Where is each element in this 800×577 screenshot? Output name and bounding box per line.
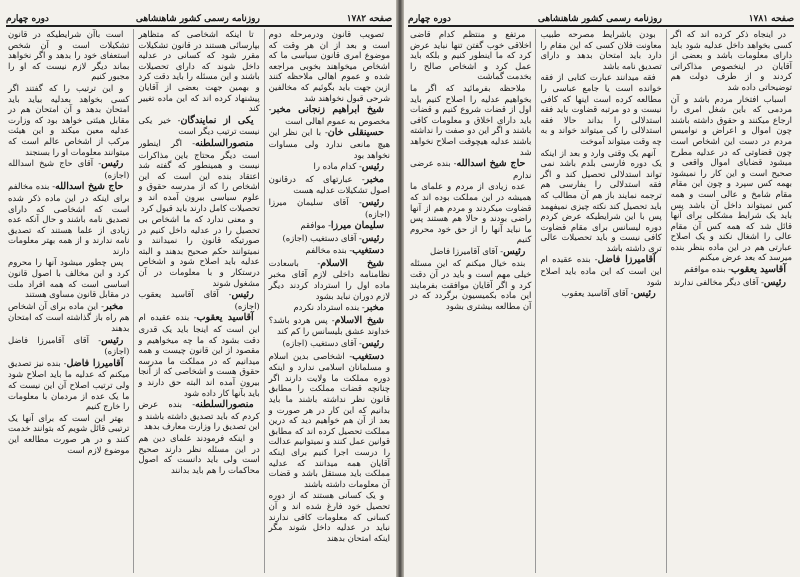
paragraph [671, 94, 792, 264]
paragraph-text: - خیر یکی نیست ترتیب دیگر است [138, 114, 260, 137]
paragraph-text: - آقای دیگر مخالفی ندارند [673, 276, 764, 287]
paragraph-text: - آقای آقاسید یعقوب (اجازه) [138, 289, 260, 311]
page-number: صفحه ۱۷۸۱ [748, 14, 794, 24]
paragraph [138, 312, 259, 398]
paragraph [8, 158, 129, 180]
paragraph-text: بنده خیال میکنم که این مسئله خیلی مهم است و باید در آن دقت کرد و اگر آقایان موافقت بفرمایند این ماده بکمیسیون برگردد که در آن مطالعه بیشتری بشود [410, 258, 532, 311]
paragraph [269, 197, 390, 219]
paragraph [269, 490, 390, 543]
paragraph-text: است باآن شرایطیکه در قانون تشکیلات است و آن شخص استعفای خود را بدهد و اگر نخواهد بماند دیگر لازم نیست که او را مجبور کنیم [8, 29, 130, 82]
speaker-name: آقاسید یعقوب [730, 264, 786, 276]
paragraph [269, 351, 390, 490]
speaker-name: رئیس [361, 232, 384, 244]
paragraph [8, 181, 129, 256]
paragraph-text: - کدام ماده را [313, 161, 362, 172]
paragraph [8, 257, 129, 299]
paragraph [540, 29, 661, 71]
speaker-name: آقامیرزا فاضل [597, 254, 656, 266]
paragraph-text: بودن باشرایط مصرحه طبیب معاونت فلان کسی که این مقام را دارد باید امتحان بدهد و دارای تصدیق نامه باشد [540, 29, 662, 71]
paragraph [410, 181, 531, 245]
paragraph [8, 358, 129, 412]
volume-label: دوره چهارم [6, 14, 49, 24]
paragraph [540, 254, 661, 287]
paragraph [8, 301, 129, 334]
paragraph [410, 83, 531, 157]
paragraph [269, 338, 390, 350]
speaker-name: حاج شیخ اسدالله [55, 181, 124, 193]
paragraph [269, 220, 390, 232]
text-column [4, 29, 133, 573]
header-rule [408, 25, 794, 27]
newspaper-title: روزنامه رسمی کشور شاهنشاهی [537, 14, 662, 24]
paragraph-text: - این ماده برای آن اشخاص هم راه باز گذاشته است که امتحان بدهند [8, 300, 130, 334]
paragraph-text: - بنده استرداد نکردم [293, 302, 365, 313]
paragraph-text: - آقای دستغیب (اجازه) [282, 232, 362, 243]
speaker-name: یکی از نمایندگان [180, 114, 254, 126]
paragraph-text: - آقای حاج شیخ اسدالله (اجازه) [8, 158, 130, 180]
paragraph-text: - آقای آقامیرزا فاضل [429, 245, 504, 256]
paragraph [138, 433, 259, 475]
paragraph-text: - اشخاصی بدین اسلام و مسلمانان اسلامی ندارد و اینکه دوره مملکت ما ولایت دارند اگر چنانچه قضات مملکت را مطابق قانون نظر نداشته باشند ما باید بدانیم که این کار در هر صورت و بعد از آن هم خواهیم دید که درین مملکت تحصیل کرده اند که مطابق قوانین عمل کنند و نمیتوانیم عدالت را درست اجرا کنیم برای اینکه آقایان همه میدانند که عدلیه مملکت باید مستقل باشد و قضات آن معلومات داشته باشند [268, 350, 390, 489]
paragraph [540, 72, 661, 146]
paragraph-text: و اینکه فرمودند علمای دین هم در این مسئله نظر دارند صحیح است ولی باید دانست که اصول محاکمات را هم باید بدانند [138, 432, 260, 475]
paragraph-text: - با این نظر این هیچ مانعی ندارد ولی مساوات نخواهد بود [268, 127, 390, 160]
paragraph [138, 115, 259, 137]
paragraph [8, 29, 129, 82]
speaker-name: منصورالسلطنه [195, 137, 254, 149]
speaker-name: مخبر [104, 300, 124, 312]
page-header [6, 10, 392, 24]
speaker-name: مخبر [364, 302, 384, 314]
paragraph [671, 264, 792, 276]
paragraph [269, 258, 390, 301]
speaker-name: رئیس [361, 338, 384, 350]
text-column [133, 29, 263, 573]
paragraph-text: و این ترتیب را که گفتند اگر کسی بخواهد بعدلیه بیاید باید امتحان بدهد و آن امتحان هم در مقابل هیئتی خواهد بود که وزارت عدلیه معین میکند و این هیئت مرکب از اشخاص عالم است که میتوانند معلومات او را بسنجند [8, 82, 130, 157]
paragraph-text: تصویب قانون ودرمرحله دوم است و بعد از ان هر وقت که موضوع امری قانون سیاسی ما که اشخاص میخواهند بخوبی مراجعه شده و عموم اهالی ملاحظه کنند ازین جهت باید بگوئیم که مخالفین شرحی قبول نخواهند شد [268, 29, 390, 103]
paragraph-text: - پس هردو باشد؟ خداوند عشق بلیسانس را کم کند [268, 314, 390, 337]
paragraph [269, 104, 390, 126]
speaker-name: منصورالسلطنه [195, 399, 254, 411]
volume-label: دوره چهارم [408, 14, 451, 24]
speaker-name: مخبر [364, 173, 384, 185]
paragraph [410, 258, 531, 311]
speaker-name: حسینقلی خان [327, 127, 384, 139]
paragraph [269, 161, 390, 173]
paragraph-text: آنهم یک وقتی وارد و بعد از اینکه یک دوره فارسی بلدم باشد نمی تواند استدلالی تحصیل کند و اگر فقه استدلالی را بفارسی هم ترجمه نمایند باز هم آن مطالب که باید تحصیل کند نکته چیزی نمیفهمد پس با این شرایطیکه عرض کردم دوره لیسانس برای مقام قضاوت کافی نیست و باید تحصیلات عالی تری داشته باشد [540, 147, 662, 253]
paragraph [269, 127, 390, 160]
paragraph [8, 413, 129, 455]
right-page [402, 0, 800, 577]
speaker-name: شیخ الاسلام [320, 257, 384, 269]
paragraph-text: - آقای سلیمان میرزا (اجازه) [268, 196, 390, 219]
paragraph [138, 399, 259, 432]
paragraph-text: - آقای آقاسید یعقوب [561, 288, 634, 299]
paragraph-text: - موافقم [300, 220, 331, 231]
paragraph-text: بهتر این است که برای آنها یک ترتیبی قائل شویم که بتوانند خدمت کنند و در هر صورت مطالعه این موضوع لازم است [8, 412, 130, 455]
header-rule [6, 25, 392, 27]
paragraph-text: - بنده عرض کردم که باید تصدیق داشته باشند و این تصدیق را وزارت معارف بدهد [138, 399, 260, 432]
speaker-name: رئیس [231, 289, 254, 301]
paragraph [671, 29, 792, 93]
text-column [406, 29, 535, 573]
paragraph-text: - بنده مخالفم [305, 245, 353, 256]
paragraph [410, 246, 531, 258]
speaker-name: رئیس [361, 196, 384, 208]
paragraph [269, 174, 390, 196]
speaker-name: آقامیرزا فاضل [66, 357, 124, 369]
speaker-name: رئیس [101, 334, 124, 346]
speaker-name: شیخ ابراهیم زنجانی مخبر [271, 104, 384, 116]
speaker-name: دستغیب [352, 245, 384, 257]
paragraph [138, 29, 259, 114]
speaker-name: رئیس [503, 245, 526, 257]
paragraph-text: تا اینکه اشخاصی که متظاهر بپارسائی هستند در قانون تشکیلات مقرر شود که کسانی در عدلیه داخل شوند که دارای تحصیلات باشند و این مسئله را باید دقت کرد و بهمین جهت بعضی از آقایان پیشنهاد کرده اند که این ماده تغییر کند [138, 29, 260, 114]
paragraph-text: مرتفع و منتظم کدام قاضی اخلاقی خوب گفتن تنها نباید عرض کرد که ما اینطور کنیم و بلکه باید عمل کرد و اشخاص صالح را بخدمت گماشت [410, 29, 532, 82]
speaker-name: دستغیب [352, 350, 384, 362]
page-number: صفحه ۱۷۸۲ [346, 14, 392, 24]
paragraph-text: عده زیادی از مردم و علمای ما همیشه در این مملکت بوده اند که قضاوت میکردند و مردم هم از آنها راضی بودند و حالا هم هستند پس ما نباید آنها را از حق خود محروم کنیم [410, 181, 532, 245]
speaker-name: آقاسید یعقوب [196, 312, 254, 324]
paragraph [269, 245, 390, 257]
paragraph-text: - آقای دستغیب (اجازه) [282, 338, 362, 349]
paragraph-text: در اینجاه ذکر کرده اند که اگر کسی بخواهد داخل عدلیه شود باید دارای معلومات باشد و بعضی از آقایان در اینخصوص مذاکراتی کردند و از طرف دولت هم توضیحاتی داده شد [670, 29, 792, 92]
text-column [264, 29, 394, 573]
paragraph-text: اسباب افتخار مردم باشد و آن مردمی که باین شغل امری را ارجاع میکنند و حقوق داشته باشند چون اموال و اعراض و نوامیس مردم در دست این اشخاص است چون قضاوتی که در عدلیه مطرح میشود قضایای اموال واقعی و صحیح است و این کار را نمیشود بهمه کس سپرد و چون این مقام مقام شامخ و عالی است و همه کس نمیتواند داخل آن باشد پس باید یک شرایط مشکلی برای آنها قائل شد که همه کس آن مقام عالی را اشغال نکند و یک اصلاح عبارتی هم در این ماده بنظر بنده میرسد که بعد عرض میکنم [670, 93, 792, 263]
newspaper-title: روزنامه رسمی کشور شاهنشاهی [135, 14, 260, 24]
speaker-name: شیخ الاسلام [334, 314, 384, 326]
left-page [0, 0, 398, 577]
speaker-name: رئیس [361, 161, 384, 173]
paragraph-text: پس چطور میشود آنها را محروم کرد و این مخالف با اصول قانون اساسی است که همه افراد ملت در مقابل قانون مساوی هستند [8, 257, 130, 300]
paragraph-text: و معنی ندارد که ما اشخاص بی تحصیل را در عدلیه داخل کنیم در صورتیکه قانون را نمیدانند و نمیتوانند حکم صحیح بدهند و البته عدلیه باید اصلاح شود و اشخاص درستکار و با معلومات در آن مشغول شوند [138, 214, 260, 288]
paragraph-text: و یک کسانی هستند که از دوره تحصیل خود فارغ شده اند و آن کسانی که معلومات کافی ندارند نباید در عدلیه داخل شوند مگر اینکه امتحان بدهند [268, 490, 390, 543]
paragraph-text: - مخصوص به عموم اهالی است [268, 104, 390, 126]
paragraph [138, 289, 259, 311]
paragraph-text: - بنده موافقم [684, 264, 731, 275]
speaker-name: حاج شیخ اسدالله [456, 158, 526, 170]
paragraph [540, 148, 661, 254]
page-header [408, 10, 794, 24]
paragraph [269, 233, 390, 245]
speaker-name: رئیس [763, 276, 786, 288]
speaker-name: سلیمان میرزا [330, 220, 384, 232]
paragraph-text: - اگر اینطور است دیگر محتاج باین مذاکرات نیست و همینطور که گفته شد اعتقاد بنده این است که این اشخاص را که از مدرسه حقوق و علوم سیاسی بیرون آمده اند و تحصیلات کامل دارند باید قبول کرد [138, 137, 260, 213]
paragraph-text: ملاحظه بفرمائید که اگر ما بخواهیم عدلیه را اصلاح کنیم باید اول از قضات شروع کنیم و قضات باید دارای اخلاق و معلومات کافی باشند و اگر این دو صفت را نداشته باشند عدلیه هیچوقت اصلاح نخواهد شد [410, 82, 532, 157]
paragraph [8, 83, 129, 157]
paragraph [138, 138, 259, 213]
paragraph-text: فقه میدانند عبارت کتابی از فقه خوانده است یا جامع عباسی را مطالعه کرده است اینها که کافی نیست و دو مرتبه قضاوت باید فقه استدلالی را بداند حالا فقه استدلالی را کی میتواند خواند و به چه وقت میتواند آموخت [540, 72, 662, 146]
paragraph-text: - بنده عقیده ام این است که اینجا باید یک قدری دقت بشود که ما چه میخواهیم و مقصود از این قانون چیست و همه میدانیم که در مملکت ما مدرسه حقوق هست و اشخاصی که از آنجا بیرون آمده اند البته حق دارند و باید بآنها کار داده شود [138, 312, 260, 398]
paragraph [138, 214, 259, 288]
columns [4, 29, 394, 573]
paragraph [671, 277, 792, 289]
text-column [535, 29, 665, 573]
paragraph [540, 288, 661, 300]
paragraph [269, 29, 390, 103]
paragraph-text: - آقای آقامیرزا فاضل (اجازه) [8, 334, 130, 357]
paragraph-text: - بنده عرضی ندارم [410, 158, 532, 180]
columns [406, 29, 796, 573]
paragraph [269, 302, 390, 314]
speaker-name: رئیس [633, 288, 656, 300]
paragraph-text: - عبارتهای که درقانون اصول تشکیلات عدلیه هست [268, 173, 390, 196]
paragraph [269, 315, 390, 337]
paragraph-text: - بنده مخالفم برای اینکه در این ماده ذکر شده است که اشخاصی که دارای تصدیق نامه باشند و حال آنکه عده زیادی از علما هستند که تصدیق نامه ندارند و از همه بهتر معلومات دارند [8, 181, 130, 256]
speaker-name: رئیس [101, 158, 124, 170]
paragraph-text: - باسعادت نظامنامه داخلی لازم آقای مخبر ماده اول را استرداد کردند دیگر لازم دوران نباید بشود [268, 257, 390, 301]
paragraph-text: - بنده نیز تصدیق میکنم که عدلیه ما باید اصلاح شود ولی ترتیب اصلاح آن این نیست که ما یک عده از مردمان با معلومات را خارج کنیم [8, 357, 130, 412]
paragraph [410, 29, 531, 82]
paragraph [410, 158, 531, 180]
text-column [666, 29, 796, 573]
paragraph [8, 335, 129, 357]
paragraph-text: - بنده عقیده ام این است که این ماده باید اصلاح شود [540, 254, 662, 287]
